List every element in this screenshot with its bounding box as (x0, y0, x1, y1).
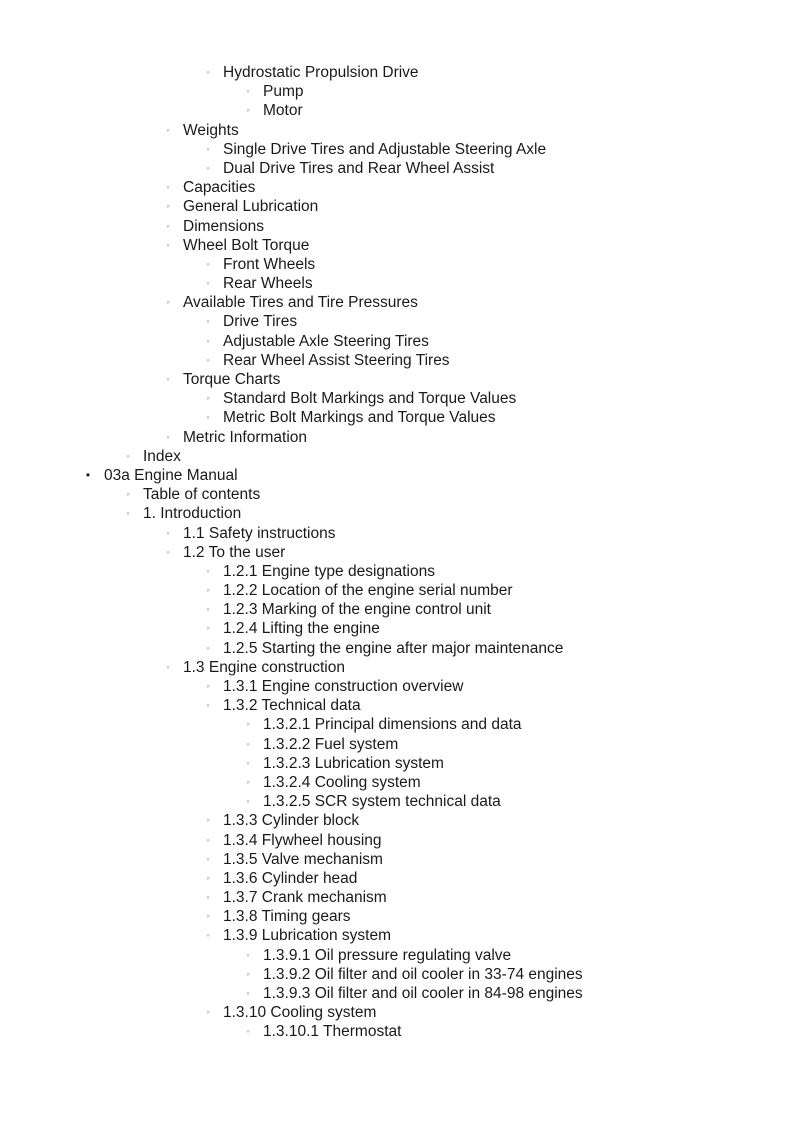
hollow-bullet-icon: ◦ (206, 162, 210, 173)
toc-entry-label[interactable]: 1.3.10 Cooling system (223, 1004, 377, 1022)
toc-entry[interactable] (0, 581, 794, 600)
toc-entry-label[interactable]: Metric Information (183, 428, 308, 446)
toc-entry[interactable] (0, 485, 794, 504)
toc-entry-label[interactable]: 1.3.3 Cylinder block (223, 812, 360, 830)
filled-bullet-icon: • (85, 467, 91, 482)
toc-entry-label[interactable]: Index (143, 447, 181, 465)
toc-entry[interactable] (0, 370, 794, 389)
toc-entry[interactable] (0, 792, 794, 811)
toc-entry-label[interactable]: Front Wheels (223, 255, 316, 273)
toc-entry[interactable] (0, 140, 794, 159)
hollow-bullet-icon: ◦ (166, 374, 170, 384)
hollow-bullet-icon: ◦ (166, 297, 170, 308)
toc-entry[interactable] (0, 447, 794, 466)
toc-entry[interactable] (0, 639, 794, 658)
hollow-bullet-icon: ◦ (206, 930, 210, 941)
toc-entry[interactable] (0, 658, 794, 677)
toc-entry[interactable] (0, 351, 794, 370)
toc-entry[interactable] (0, 524, 794, 543)
toc-entry[interactable] (0, 543, 794, 562)
hollow-bullet-icon: ◦ (206, 815, 210, 826)
toc-entry[interactable] (0, 562, 794, 581)
toc-entry-label[interactable]: Hydrostatic Propulsion Drive (223, 64, 419, 81)
toc-entry[interactable] (0, 811, 794, 830)
toc-entry-label[interactable]: Rear Wheels (223, 275, 313, 293)
toc-entry[interactable] (0, 907, 794, 926)
hollow-bullet-icon: ◦ (166, 201, 170, 212)
toc-entry[interactable] (0, 926, 794, 945)
toc-entry-label[interactable]: 1.3.9 Lubrication system (223, 927, 392, 945)
toc-entry-label[interactable]: 1.3.4 Flywheel housing (223, 831, 382, 849)
toc-entry-label[interactable]: Table of contents (143, 486, 261, 504)
hollow-bullet-icon: ◦ (166, 124, 170, 135)
toc-entry[interactable] (0, 101, 794, 120)
toc-entry[interactable] (0, 715, 794, 734)
toc-entry[interactable] (0, 466, 794, 485)
toc-entry-label[interactable]: 1.3.10.1 Thermostat (263, 1023, 402, 1041)
toc-entry-label[interactable]: 1.3.9.3 Oil filter and oil cooler in 84-98 engines (263, 985, 583, 1002)
toc-entry[interactable] (0, 735, 794, 754)
hollow-bullet-icon: ◦ (206, 623, 210, 634)
toc-entry[interactable] (0, 831, 794, 850)
hollow-bullet-icon: ◦ (206, 143, 210, 154)
hollow-bullet-icon: ◦ (206, 278, 210, 289)
hollow-bullet-icon: ◦ (166, 220, 170, 231)
toc-entry-label[interactable]: 1.3.9.2 Oil filter and oil cooler in 33-74 engines (263, 965, 583, 983)
toc-entry[interactable] (0, 159, 794, 178)
toc-entry-label[interactable]: 1.2.4 Lifting the engine (223, 620, 380, 638)
toc-entry-label[interactable]: 1.3 Engine construction (183, 658, 345, 676)
toc-entry[interactable] (0, 274, 794, 293)
toc-entry-label[interactable]: 1.2.1 Engine type designations (223, 562, 435, 580)
toc-entry[interactable] (0, 236, 794, 255)
toc-entry-label[interactable]: Dual Drive Tires and Rear Wheel Assist (223, 159, 495, 177)
toc-entry-label[interactable]: Drive Tires (223, 313, 298, 331)
hollow-bullet-icon: ◦ (166, 182, 170, 193)
hollow-bullet-icon: ◦ (246, 1026, 250, 1037)
toc-entry[interactable] (0, 773, 794, 792)
toc-entry-label[interactable]: Rear Wheel Assist Steering Tires (223, 351, 450, 369)
toc-entry-label[interactable]: 1.3.2.4 Cooling system (263, 773, 421, 791)
toc-entry-label[interactable]: 1.3.6 Cylinder head (223, 869, 358, 887)
toc-entry[interactable] (0, 1003, 794, 1022)
hollow-bullet-icon: ◦ (206, 565, 210, 576)
hollow-bullet-icon: ◦ (246, 105, 250, 116)
toc-entry-label[interactable]: Pump (263, 83, 304, 101)
toc-entry[interactable] (0, 255, 794, 274)
toc-entry-label[interactable]: Adjustable Axle Steering Tires (223, 332, 429, 350)
toc-entry[interactable] (0, 312, 794, 331)
hollow-bullet-icon: ◦ (246, 796, 250, 807)
toc-entry[interactable] (0, 332, 794, 351)
toc-entry-label[interactable]: 1.2.5 Starting the engine after major maintenance (223, 639, 564, 657)
hollow-bullet-icon: ◦ (206, 393, 210, 404)
toc-entry-label[interactable]: Available Tires and Tire Pressures (183, 294, 418, 312)
hollow-bullet-icon: ◦ (246, 949, 250, 960)
toc-entry-label[interactable]: 03a Engine Manual (104, 466, 238, 484)
toc-entry-label[interactable]: Motor (263, 102, 303, 120)
hollow-bullet-icon: ◦ (206, 892, 210, 903)
hollow-bullet-icon: ◦ (166, 546, 170, 557)
hollow-bullet-icon: ◦ (206, 604, 210, 615)
hollow-bullet-icon: ◦ (206, 911, 210, 922)
toc-entry[interactable] (0, 293, 794, 312)
toc-entry-label[interactable]: 1.3.2.1 Principal dimensions and data (263, 716, 522, 734)
hollow-bullet-icon: ◦ (206, 316, 210, 327)
toc-entry[interactable] (0, 63, 794, 82)
toc-entry[interactable] (0, 178, 794, 197)
hollow-bullet-icon: ◦ (166, 661, 170, 672)
hollow-bullet-icon: ◦ (246, 757, 250, 768)
toc-entry-label[interactable]: Torque Charts (183, 371, 281, 388)
toc-entry-label[interactable]: 1.3.2 Technical data (223, 697, 361, 715)
toc-entry-label[interactable]: 1.2.3 Marking of the engine control unit (223, 601, 491, 619)
toc-entry[interactable] (0, 696, 794, 715)
hollow-bullet-icon: ◦ (246, 968, 250, 979)
toc-entry-label[interactable]: 1.2 To the user (183, 543, 286, 561)
hollow-bullet-icon: ◦ (126, 508, 130, 519)
toc-entry[interactable] (0, 677, 794, 696)
toc-entry[interactable] (0, 869, 794, 888)
toc-entry[interactable] (0, 504, 794, 523)
hollow-bullet-icon: ◦ (126, 489, 130, 500)
hollow-bullet-icon: ◦ (206, 853, 210, 864)
toc-entry-label[interactable]: 1.2.2 Location of the engine serial number (223, 582, 513, 600)
toc-entry-label[interactable]: 1.1 Safety instructions (183, 524, 336, 542)
toc-entry[interactable] (0, 408, 794, 427)
hollow-bullet-icon: ◦ (206, 1007, 210, 1018)
hollow-bullet-icon: ◦ (206, 642, 210, 653)
toc-entry-label[interactable]: General Lubrication (183, 198, 319, 216)
toc-entry[interactable] (0, 197, 794, 216)
toc-entry[interactable] (0, 82, 794, 101)
toc-entry[interactable] (0, 850, 794, 869)
hollow-bullet-icon: ◦ (246, 776, 250, 787)
toc-entry-label[interactable]: 1.3.1 Engine construction overview (223, 678, 464, 695)
toc-entry-label[interactable]: 1.3.9.1 Oil pressure regulating valve (263, 946, 512, 964)
toc-entry-label[interactable]: 1.3.2.5 SCR system technical data (263, 793, 501, 811)
toc-entry[interactable] (0, 619, 794, 638)
toc-entry-label[interactable]: 1.3.5 Valve mechanism (223, 850, 383, 868)
hollow-bullet-icon: ◦ (206, 700, 210, 711)
toc-entry[interactable] (0, 217, 794, 236)
toc-entry-label[interactable]: 1.3.2.2 Fuel system (263, 735, 399, 753)
toc-entry[interactable] (0, 946, 794, 965)
hollow-bullet-icon: ◦ (246, 719, 250, 730)
toc-entry-label[interactable]: Dimensions (183, 217, 264, 235)
hollow-bullet-icon: ◦ (206, 335, 210, 346)
toc-entry-label[interactable]: 1.3.8 Timing gears (223, 908, 351, 926)
table-of-contents-list (0, 63, 794, 1042)
hollow-bullet-icon: ◦ (206, 585, 210, 596)
toc-entry-label[interactable]: Metric Bolt Markings and Torque Values (223, 409, 496, 427)
toc-entry[interactable] (0, 428, 794, 447)
hollow-bullet-icon: ◦ (246, 738, 250, 749)
toc-entry[interactable] (0, 965, 794, 984)
toc-entry[interactable] (0, 888, 794, 907)
hollow-bullet-icon: ◦ (206, 412, 210, 423)
hollow-bullet-icon: ◦ (166, 239, 170, 250)
hollow-bullet-icon: ◦ (166, 431, 170, 442)
hollow-bullet-icon: ◦ (246, 86, 250, 97)
hollow-bullet-icon: ◦ (246, 988, 250, 998)
toc-entry[interactable] (0, 389, 794, 408)
hollow-bullet-icon: ◦ (206, 681, 210, 691)
toc-entry-label[interactable]: Standard Bolt Markings and Torque Values (223, 390, 517, 408)
hollow-bullet-icon: ◦ (206, 872, 210, 883)
toc-entry-label[interactable]: 1. Introduction (143, 505, 242, 523)
toc-entry-label[interactable]: Weights (183, 121, 239, 139)
hollow-bullet-icon: ◦ (206, 834, 210, 845)
hollow-bullet-icon: ◦ (206, 67, 210, 77)
toc-entry-label[interactable]: Capacities (183, 179, 256, 197)
toc-entry-label[interactable]: 1.3.2.3 Lubrication system (263, 754, 444, 772)
hollow-bullet-icon: ◦ (126, 450, 130, 461)
toc-entry[interactable] (0, 121, 794, 140)
toc-entry-label[interactable]: Single Drive Tires and Adjustable Steering Axle (223, 140, 547, 158)
hollow-bullet-icon: ◦ (206, 354, 210, 365)
toc-entry-label[interactable]: 1.3.7 Crank mechanism (223, 889, 387, 907)
hollow-bullet-icon: ◦ (166, 527, 170, 538)
toc-entry[interactable] (0, 754, 794, 773)
toc-entry-label[interactable]: Wheel Bolt Torque (183, 236, 310, 254)
toc-entry[interactable] (0, 984, 794, 1003)
hollow-bullet-icon: ◦ (206, 258, 210, 269)
toc-entry[interactable] (0, 1022, 794, 1041)
toc-entry[interactable] (0, 600, 794, 619)
